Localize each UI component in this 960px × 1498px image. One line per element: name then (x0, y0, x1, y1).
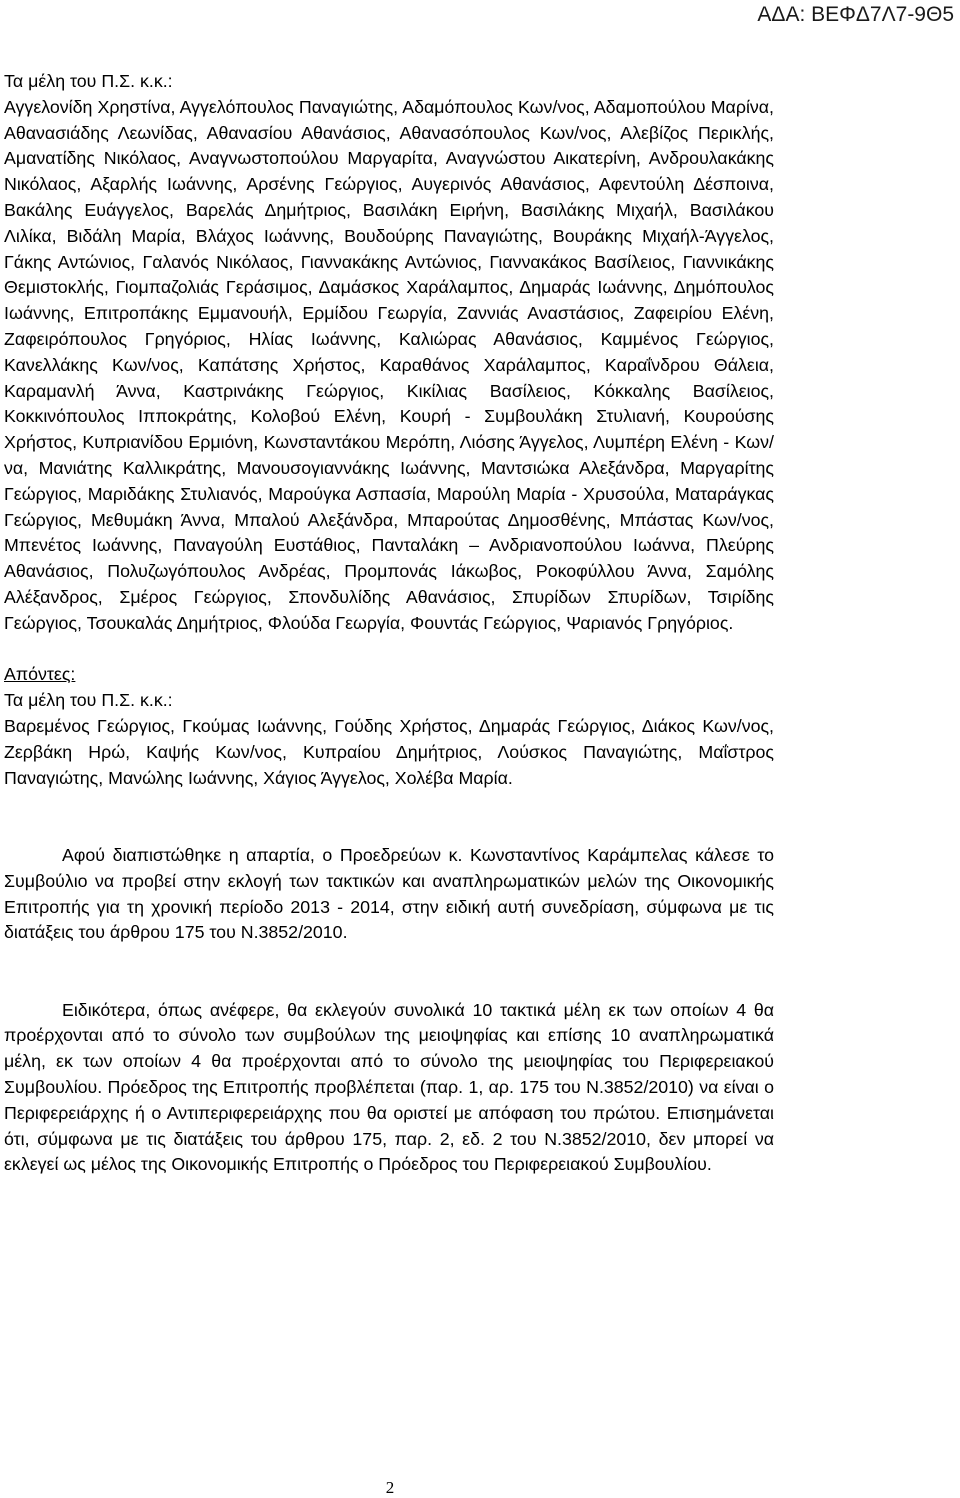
present-members-list: Αγγελονίδη Χρηστίνα, Αγγελόπουλος Παναγιώτης, Αδαμόπουλος Κων/νος, Αδαμοπούλου Μαρίνα, Αθανασιάδης Λεωνίδας, Αθανασίου Αθανάσιος, Αθανασόπουλος Κων/νος, Αλεβίζος Περικλής, Αμανατίδης Νικόλαος, Αναγνωστοπούλου Μαργαρίτα, Αναγνώστου Αικατερίνη, Ανδρουλακάκης Νικόλαος, Αξαρλής Ιωάννης, Αρσένης Γεώργιος, Αυγερινός Αθανάσιος, Αφεντούλη Δέσποινα, Βακάλης Ευάγγελος, Βαρελάς Δημήτριος, Βασιλάκη Ειρήνη, Βασιλάκης Μιχαήλ, Βασιλάκου Λιλίκα, Βιδάλη Μαρία, Βλάχος Ιωάννης, Βουδούρης Παναγιώτης, Βουράκης Μιχαήλ-Άγγελος, Γάκης Αντώνιος, Γαλανός Νικόλαος, Γιαννακάκης Αντώνιος, Γιαννακάκος Βασίλειος, Γιαννικάκης Θεμιστοκλής, Γιομπαζολιάς Γεράσιμος, Δαμάσκος Χαράλαμπος, Δημαράς Ιωάννης, Δημόπουλος Ιωάννης, Επιτροπάκης Εμμανουήλ, Ερμίδου Γεωργία, Ζαννιάς Αναστάσιος, Ζαφειρίου Ελένη, Ζαφειρόπουλος Γρηγόριος, Ηλίας Ιωάννης, Καλιώρας Αθανάσιος, Καμμένος Γεώργιος, Κανελλάκης Κων/νος, Καπάτσης Χρήστος, Καραθάνος Χαράλαμπος, Καραΐνδρου Θάλεια, Καραμανλή Άννα, Καστρινάκης Γεώργιος, Κικίλιας Βασίλειος, Κόκκαλης Βασίλειος, Κοκκινόπουλος Ιπποκράτης, Κολοβού Ελένη, Κουρή - Συμβουλάκη Στυλιανή, Κουρούσης Χρήστος, Κυπριανίδου Ερμιόνη, Κωνσταντάκου Μερόπη, Λιόσης Άγγελος, Λυμπέρη Ελένη - Κων/να, Μανιάτης Καλλικράτης, Μανουσογιαννάκης Ιωάννης, Μαντσιώκα Αλεξάνδρα, Μαργαρίτης Γεώργιος, Μαριδάκης Στυλιανός, Μαρούγκα Ασπασία, Μαρούλη Μαρία - Χρυσούλα, Ματαράγκας Γεώργιος, Μεθυμάκη Άννα, Μπαλού Αλεξάνδρα, Μπαρούτας Δημοσθένης, Μπάστας Κων/νος, Μπενέτος Ιωάννης, Παναγούλη Ευστάθιος, Πανταλάκη – Ανδριανοπούλου Ιωάννα, Πλεύρης Αθανάσιος, Πολυζωγόπουλος Ανδρέας, Προμπονάς Ιάκωβος, Ροκοφύλλου Άννα, Σαμόλης Αλέξανδρος, Σμέρος Γεώργιος, Σπονδυλίδης Αθανάσιος, Σπυρίδων Σπυρίδων, Τσιρίδης Γεώργιος, Τσουκαλάς Δημήτριος, Φλούδα Γεωργία, Φουντάς Γεώργιος, Ψαριανός Γρηγόριος. (4, 96, 774, 633)
spacer (4, 946, 774, 998)
quorum-paragraph: Αφού διαπιστώθηκε η απαρτία, ο Προεδρεύων κ. Κωνσταντίνος Καράμπελας κάλεσε το Συμβούλιο να προβεί στην εκλογή των τακτικών και αναπληρωματικών μελών της Οικονομικής Επιτροπής για τη χρονική περίοδο 2013 - 2014, στην ειδική αυτή συνεδρίαση, σύμφωνα με τις διατάξεις του άρθρου 175 του Ν.3852/2010. (4, 844, 774, 943)
absent-heading: Απόντες: (4, 664, 76, 685)
present-label: Τα μέλη του Π.Σ. κ.κ.: (4, 71, 173, 91)
election-details-paragraph: Ειδικότερα, όπως ανέφερε, θα εκλεγούν συνολικά 10 τακτικά μέλη εκ των οποίων 4 θα προέρχονται από το σύνολο των συμβούλων της μειοψηφίας και επίσης 10 αναπληρωματικά μέλη, εκ των οποίων 4 θα προέρχονται από το σύνολο της μειοψηφίας του Περιφερειακού Συμβουλίου. Πρόεδρος της Επιτροπής προβλέπεται (παρ. 1, αρ. 175 του Ν.3852/2010) να είναι ο Περιφερειάρχης ή ο Αντιπεριφερειάρχης που θα οριστεί με απόφαση του πρώτου. Επισημάνεται ότι, σύμφωνα με τις διατάξεις του άρθρου 175, παρ. 2, εδ. 2 του Ν.3852/2010, δεν μπορεί να εκλεγεί ως μέλος της Οικονομικής Επιτροπής ο Πρόεδρος του Περιφερειακού Συμβουλίου. (4, 999, 774, 1175)
spacer (4, 637, 774, 663)
page-number: 2 (385, 1478, 395, 1497)
spacer (4, 791, 774, 843)
absent-label: Τα μέλη του Π.Σ. κ.κ.: (4, 690, 173, 711)
ada-code: ΑΔΑ: ΒΕΦΔ7Λ7-9Θ5 (757, 3, 954, 26)
document-body (4, 69, 774, 1178)
absent-members-list: Βαρεμένος Γεώργιος, Γκούμας Ιωάννης, Γούδης Χρήστος, Δημαράς Γεώργιος, Διάκος Κων/νος, Ζερβάκη Ηρώ, Καψής Κων/νος, Κυπραίου Δημήτριος, Λούσκος Παναγιώτης, Μαΐστρος Παναγιώτης, Μανώλης Ιωάννης, Χάγιος Άγγελος, Χολέβα Μαρία. (4, 715, 774, 788)
